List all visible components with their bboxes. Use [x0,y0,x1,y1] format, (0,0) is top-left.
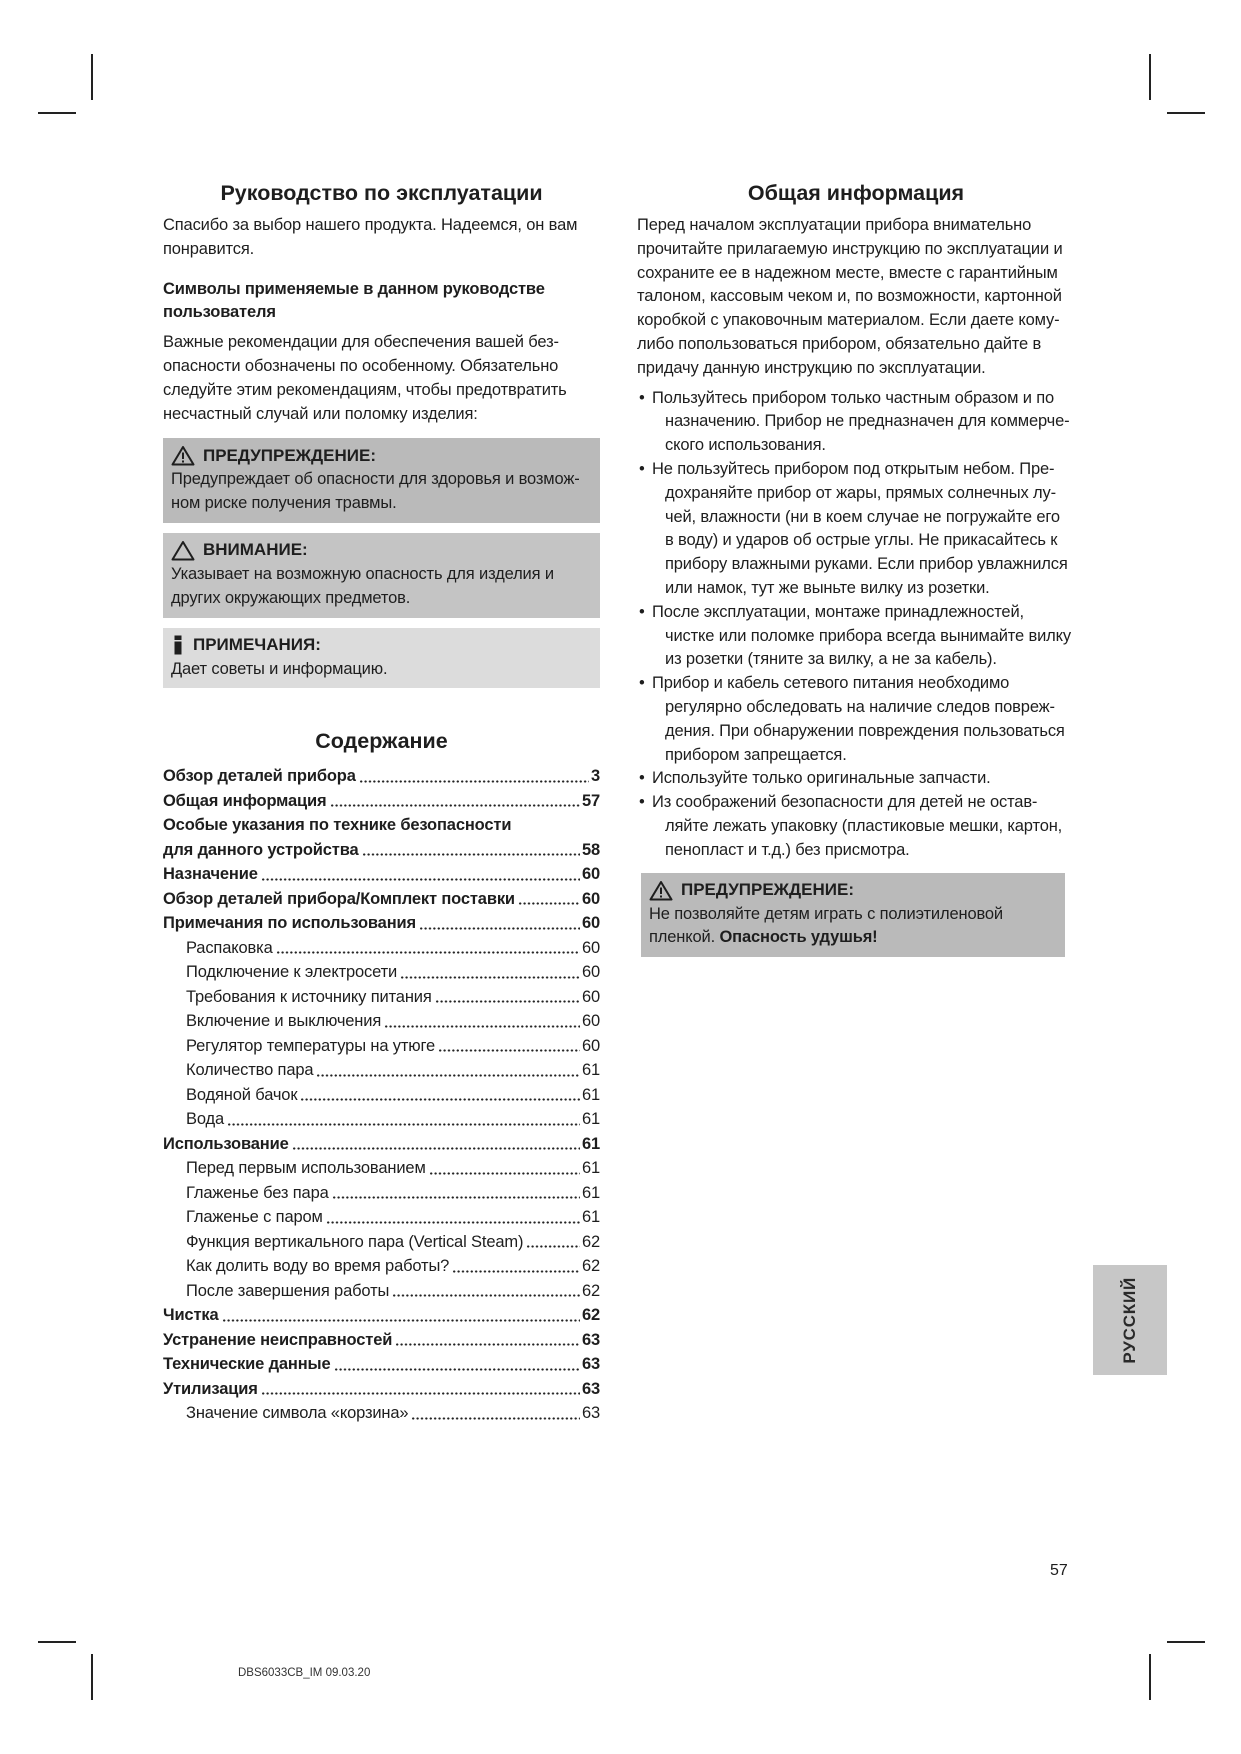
toc-dot-leader [400,976,580,979]
bullet-item [637,767,1075,791]
table-of-contents [163,764,600,1426]
toc-entry-title: Обзор деталей прибора [163,767,356,786]
bullet-line: • Используйте только оригинальные запчасти. [652,769,991,788]
toc-entry-title: Глаженье без пара [186,1183,329,1202]
toc-entry-title: Функция вертикального пара (Vertical Steam) [186,1232,524,1251]
crop-mark [1149,54,1151,100]
toc-dot-leader [392,1294,580,1297]
toc-entry-title: Устранение неисправностей [163,1330,393,1349]
toc-dot-leader [518,902,580,905]
toc-dot-leader [332,1196,580,1199]
toc-entry [163,936,600,961]
attention-text-line: Указывает на возможную опасность для изделия и [171,564,554,583]
toc-entry [163,1156,600,1181]
toc-entry [163,1352,600,1377]
toc-entry [163,1401,600,1426]
bullet-line: чей, влажности (ни в коем случае не погружайте его [665,507,1060,526]
toc-entry [163,1132,600,1157]
toc-entry [163,1058,600,1083]
warning-label: ПРЕДУПРЕЖДЕНИЕ: [203,445,376,465]
bullet-line: • После эксплуатации, монтаже принадлежностей, [652,602,1024,621]
symbols-line: несчастный случай или поломку изделия: [163,404,478,423]
toc-entry [163,1279,600,1304]
toc-entry-title: Особые указания по технике безопасности [163,816,512,835]
toc-entry-page: 58 [581,840,600,859]
toc-entry-title: Общая информация [163,791,327,810]
bullet-line: назначению. Прибор не предназначен для коммерче- [665,412,1070,431]
symbol-boxes [163,438,600,688]
toc-entry-page: 61 [581,1134,600,1153]
crop-mark [1167,112,1205,114]
note-header [171,633,592,658]
bullet-item [637,791,1075,862]
toc-dot-leader [411,1417,579,1420]
toc-entry-title: Требования к источнику питания [186,987,432,1006]
toc-entry-page: 60 [581,963,600,982]
attention-text-line: других окружающих предметов. [171,588,411,607]
left-column [163,178,600,1426]
bullet-item [637,387,1075,458]
footer-document-code: DBS6033CB_IM 09.03.20 [238,1667,371,1679]
general-info-line: талоном, кассовым чеком и, по возможности, картонной [637,287,1062,306]
toc-dot-leader [384,1025,580,1028]
bullet-line: пенопласт и т.д.) без присмотра. [665,840,910,859]
toc-dot-leader [316,1074,580,1077]
warning-triangle-icon [171,445,195,466]
toc-entry [163,1230,600,1255]
bullet-line: из розетки (тяните за вилку, а не за кабель). [665,650,997,669]
toc-dot-leader [526,1245,580,1248]
child-warning-line [649,926,1057,950]
toc-entry-title: Назначение [163,865,258,884]
toc-entry-page: 61 [581,1085,600,1104]
toc-entry [163,1303,600,1328]
attention-label: ВНИМАНИЕ: [203,540,308,560]
toc-entry-page: 63 [581,1330,600,1349]
symbols-heading [163,278,600,326]
bullet-item [637,601,1075,672]
toc-entry-page: 60 [581,1036,600,1055]
toc-dot-leader [362,853,580,856]
toc-entry [163,1083,600,1108]
toc-dot-leader [227,1123,580,1126]
crop-mark [38,112,76,114]
toc-entry-title: Технические данные [163,1355,331,1374]
toc-entry [163,1009,600,1034]
general-info-paragraph [637,214,1075,381]
toc-dot-leader [334,1368,580,1371]
child-warning-header [649,878,1057,903]
info-icon [171,635,185,655]
toc-entry [163,960,600,985]
caution-triangle-icon [171,540,195,561]
crop-mark [91,1654,93,1700]
toc-entry-title: Утилизация [163,1379,258,1398]
toc-entry-page: 62 [581,1257,600,1276]
toc-entry [163,985,600,1010]
toc-entry-page: 63 [581,1355,600,1374]
choking-hazard-text: Опасность удушья! [719,928,878,947]
toc-dot-leader [419,927,580,930]
toc-entry-title: Распаковка [186,938,273,957]
toc-dot-leader [359,780,589,783]
toc-dot-leader [452,1270,580,1273]
toc-entry-page: 62 [581,1306,600,1325]
toc-entry [163,887,600,912]
toc-entry [163,1107,600,1132]
intro-paragraph [163,214,600,262]
toc-entry-page: 63 [581,1379,600,1398]
toc-entry-page: 60 [581,889,600,908]
toc-entry [163,911,600,936]
toc-entry-page: 62 [581,1232,600,1251]
crop-mark [91,54,93,100]
toc-dot-leader [300,1098,580,1101]
toc-entry-title: Значение символа «корзина» [186,1404,409,1423]
child-warning-box [641,873,1065,958]
toc-entry-page: 60 [581,865,600,884]
bullet-line: • Из соображений безопасности для детей не остав- [652,793,1038,812]
toc-entry-title: Вода [186,1110,225,1129]
toc-entry-title: Чистка [163,1306,219,1325]
toc-entry-page: 3 [590,767,600,786]
attention-header [171,538,592,563]
toc-entry [163,813,600,838]
note-text-line: Дает советы и информацию. [171,659,388,678]
bullet-line: прибору влажными руками. Если прибор увлажнился [665,555,1068,574]
toc-entry [163,1328,600,1353]
toc-entry-title: После завершения работы [186,1281,390,1300]
toc-entry-title: Перед первым использованием [186,1159,426,1178]
toc-entry [163,789,600,814]
child-warning-text: пленкой. [649,928,720,947]
toc-dot-leader [261,1392,580,1395]
attention-box [163,533,600,618]
toc-entry-page: 63 [581,1404,600,1423]
toc-entry [163,862,600,887]
bullet-line: в воду) и ударов об острые углы. Не прикасайтесь к [665,531,1058,550]
toc-entry-page: 61 [581,1159,600,1178]
manual-title: Руководство по эксплуатации [220,181,543,205]
language-tab [1093,1265,1167,1375]
bullet-line: дохраняйте прибор от жары, прямых солнечных лу- [665,483,1056,502]
warning-triangle-icon [649,880,673,901]
toc-title: Содержание [315,729,448,754]
crop-mark [1167,1641,1205,1643]
general-info-line: придачу данную инструкцию по эксплуатации. [637,358,986,377]
crop-mark [38,1641,76,1643]
toc-entry-title: Примечания по использования [163,914,416,933]
toc-entry-title: Количество пара [186,1061,314,1080]
toc-entry-title: Водяной бачок [186,1085,298,1104]
symbols-paragraph [163,331,600,426]
intro-line: понравится. [163,239,255,258]
right-column [637,178,1075,957]
toc-entry [163,1034,600,1059]
warning-box [163,438,600,523]
intro-line: Спасибо за выбор нашего продукта. Надеемся, он вам [163,216,578,234]
general-info-line: либо попользоваться прибором, обязательно дайте в [637,334,1042,353]
child-warning-line: Не позволяйте детям играть с полиэтиленовой [649,904,1003,923]
toc-dot-leader [276,951,580,954]
bullet-line: ляйте лежать упаковку (пластиковые мешки, картон, [665,816,1063,835]
warning-header [171,443,592,468]
bullet-item [637,458,1075,601]
symbols-line: следуйте этим рекомендациям, чтобы предотвратить [163,380,567,399]
bullet-line: • Прибор и кабель сетевого питания необходимо [652,674,1010,693]
safety-bullet-list [637,387,1075,863]
toc-dot-leader [292,1147,580,1150]
symbols-heading-line: пользователя [163,303,276,322]
bullet-line: • Пользуйтесь прибором только частным образом и по [652,388,1055,407]
toc-entry-page: 60 [581,938,600,957]
symbols-line: Важные рекомендации для обеспечения вашей без- [163,333,559,352]
toc-entry-title: Включение и выключения [186,1012,382,1031]
toc-entry-title: Обзор деталей прибора/Комплект поставки [163,889,515,908]
warning-text-line: Предупреждает об опасности для здоровья и возмож- [171,470,580,489]
symbols-line: опасности обозначены по особенному. Обязательно [163,356,559,375]
toc-entry-page: 61 [581,1110,600,1129]
general-info-line: коробкой с упаковочным материалом. Если даете кому- [637,311,1060,330]
symbols-heading-line: Символы применяемые в данном руководстве [163,279,545,298]
bullet-item [637,672,1075,767]
toc-dot-leader [222,1319,580,1322]
toc-dot-leader [326,1221,580,1224]
toc-dot-leader [261,878,580,881]
toc-entry-page: 60 [581,914,600,933]
page-number: 57 [1050,1562,1068,1579]
bullet-line: или намок, тут же выньте вилку из розетки. [665,578,990,597]
toc-entry-title: Регулятор температуры на утюге [186,1036,436,1055]
toc-entry-title: Как долить воду во время работы? [186,1257,450,1276]
toc-entry-page: 62 [581,1281,600,1300]
general-info-line: сохраните ее в надежном месте, вместе с гарантийным [637,263,1058,282]
toc-entry-title: Подключение к электросети [186,963,398,982]
general-info-title: Общая информация [747,181,965,205]
toc-entry-title: для данного устройства [163,840,359,859]
toc-entry [163,1377,600,1402]
toc-entry-page: 61 [581,1061,600,1080]
toc-entry [163,764,600,789]
toc-dot-leader [438,1049,580,1052]
crop-mark [1149,1654,1151,1700]
general-info-line: Перед началом эксплуатации прибора внимательно [637,216,1032,234]
toc-entry-title: Использование [163,1134,289,1153]
bullet-line: прибором запрещается. [665,745,847,764]
toc-entry-page: 61 [581,1183,600,1202]
warning-text-line: ном риске получения травмы. [171,494,397,513]
toc-entry-page: 61 [581,1208,600,1227]
bullet-line: дения. При обнаружении повреждения пользоваться [665,721,1065,740]
child-warning-label: ПРЕДУПРЕЖДЕНИЕ: [681,880,854,900]
bullet-line: чистке или поломке прибора всегда вынимайте вилку [665,626,1071,645]
toc-dot-leader [435,1000,580,1003]
toc-entry-page: 60 [581,1012,600,1031]
toc-dot-leader [429,1172,580,1175]
toc-entry [163,838,600,863]
toc-entry [163,1205,600,1230]
language-tab-label: РУССКИЙ [1120,1276,1139,1364]
bullet-line: регулярно обследовать на наличие следов повреж- [665,697,1055,716]
toc-entry-page: 60 [581,987,600,1006]
bullet-line: • Не пользуйтесь прибором под открытым небом. Пре- [652,459,1055,478]
bullet-line: ского использования. [665,436,826,455]
toc-entry-title: Глаженье с паром [186,1208,323,1227]
toc-dot-leader [330,804,580,807]
toc-entry [163,1254,600,1279]
general-info-line: прочитайте прилагаемую инструкцию по эксплуатации и [637,239,1063,258]
note-label: ПРИМЕЧАНИЯ: [193,635,321,655]
toc-dot-leader [395,1343,580,1346]
note-box [163,628,600,689]
toc-entry-page: 57 [581,791,600,810]
toc-entry [163,1181,600,1206]
